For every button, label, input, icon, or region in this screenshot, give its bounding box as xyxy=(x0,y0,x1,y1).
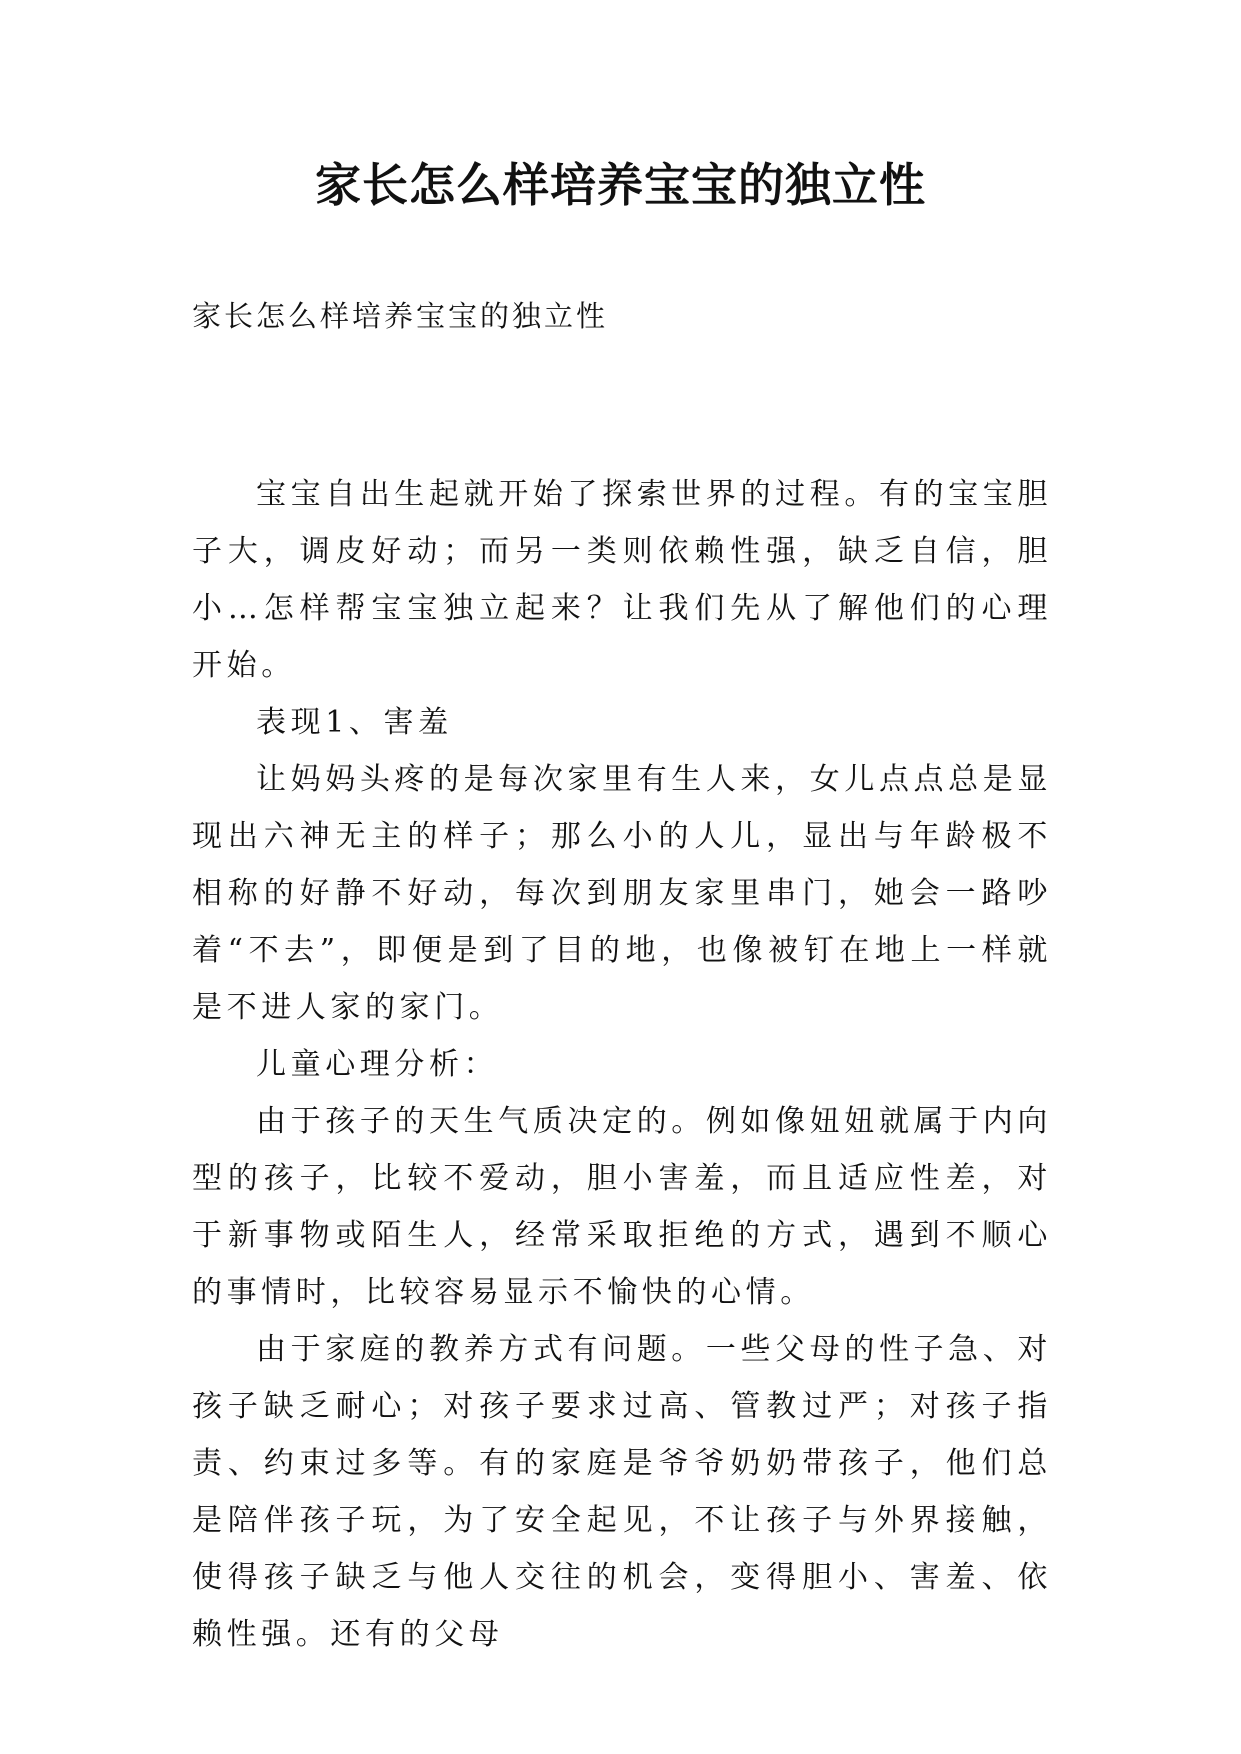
document-title: 家长怎么样培养宝宝的独立性 xyxy=(315,158,926,212)
section-heading: 表现1、害羞 xyxy=(256,705,453,740)
paragraph: 由于孩子的天生气质决定的。例如像妞妞就属于内向型的孩子，比较不爱动，胆小害羞，而且适应性差，对于新事物或陌生人，经常采取拒绝的方式，遇到不顺心的事情时，比较容易显示不愉快的心情。 xyxy=(192,1104,1052,1310)
section-heading: 儿童心理分析： xyxy=(256,1047,499,1082)
paragraph: 宝宝自出生起就开始了探索世界的过程。有的宝宝胆子大，调皮好动；而另一类则依赖性强，缺乏自信，胆小…怎样帮宝宝独立起来？让我们先从了解他们的心理开始。 xyxy=(192,477,1052,683)
paragraph: 由于家庭的教养方式有问题。一些父母的性子急、对孩子缺乏耐心；对孩子要求过高、管教过严；对孩子指责、约束过多等。有的家庭是爷爷奶奶带孩子，他们总是陪伴孩子玩，为了安全起见，不让孩子与外界接触，使得孩子缺乏与他人交往的机会，变得胆小、害羞、依赖性强。还有的父母 xyxy=(192,1332,1052,1652)
paragraph: 让妈妈头疼的是每次家里有生人来，女儿点点总是显现出六神无主的样子；那么小的人儿，显出与年龄极不相称的好静不好动，每次到朋友家里串门，她会一路吵着“不去”，即便是到了目的地，也像被钉在地上一样就是不进人家的家门。 xyxy=(192,762,1052,1025)
document-body xyxy=(192,466,1052,1663)
document-subtitle: 家长怎么样培养宝宝的独立性 xyxy=(192,299,609,333)
